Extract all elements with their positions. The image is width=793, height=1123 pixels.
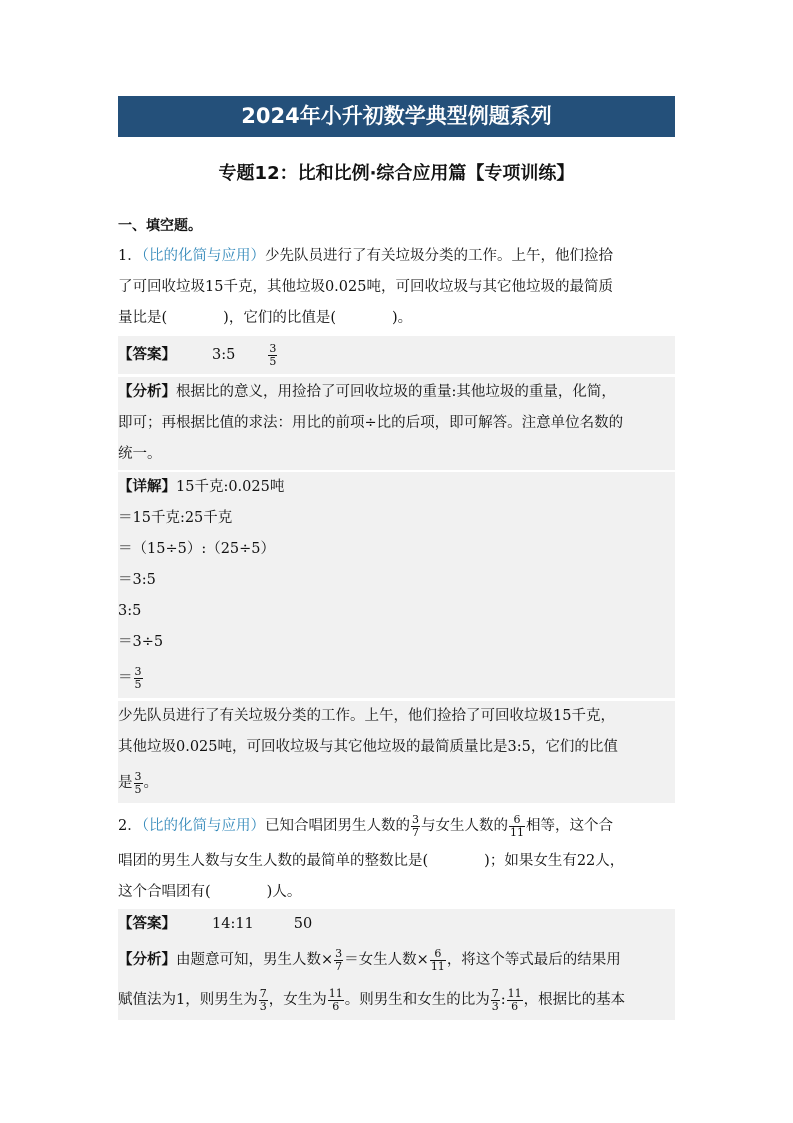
- q1-step: ＝15千克:25千克: [118, 503, 675, 534]
- q1-answer-ratio: 3:5: [212, 347, 236, 363]
- conclusion-fraction: $\frac{3}{5}$: [134, 769, 142, 796]
- q2-stem-text: 相等，这个合: [525, 818, 613, 834]
- q2-stem-text: 与女生人数的: [420, 818, 508, 834]
- q2-stem-text: )；如果女生有22人，: [484, 853, 625, 869]
- q2-answer-2: 50: [293, 916, 313, 932]
- q2-stem-text: 唱团的男生人数与女生人数的最简单的整数比是(: [118, 853, 429, 869]
- q2-analysis-line-2: [118, 980, 675, 1020]
- q1-step: ＝3:5: [118, 565, 675, 596]
- q1-conclusion-line-2: 其他垃圾0.025吨，可回收垃圾与其它他垃圾的最简质量比是3:5，它们的比值: [118, 732, 675, 763]
- q2-answer-1: 14:11: [212, 916, 254, 932]
- answer-label: 【答案】: [118, 916, 176, 932]
- section-heading: 一、填空题。: [118, 218, 202, 234]
- series-banner: 2024年小升初数学典型例题系列: [118, 96, 675, 137]
- q1-stem-line-2: 了可回收垃圾15千克，其他垃圾0.025吨，可回收垃圾与其它他垃圾的最简质: [118, 279, 613, 295]
- analysis-text: ＝女生人数×: [344, 952, 429, 968]
- q1-stem-line-3: [118, 303, 675, 334]
- q1-analysis-line-2: 即可；再根据比值的求法：用比的前项÷比的后项，即可解答。注意单位名数的: [118, 408, 675, 439]
- q2-stem-text: 这个合唱团有(: [118, 884, 211, 900]
- q1-analysis-line-1: [118, 377, 675, 408]
- q2-stem-line-3: [118, 877, 675, 908]
- analysis-fraction: $\frac{7}{3}$: [491, 986, 499, 1013]
- q1-answer-row: [118, 336, 675, 374]
- analysis-label: 【分析】: [118, 384, 176, 400]
- analysis-text: :: [500, 992, 506, 1008]
- detail-label: 【详解】: [118, 479, 176, 495]
- q2-fraction-b: $\frac{6}{11}$: [509, 812, 524, 839]
- q2-stem-text: )人。: [266, 884, 302, 900]
- q2-fraction-a: $\frac{3}{7}$: [411, 812, 419, 839]
- analysis-fraction: $\frac{11}{6}$: [507, 986, 522, 1013]
- analysis-fraction: $\frac{11}{6}$: [328, 986, 343, 1013]
- analysis-fraction: $\frac{6}{11}$: [430, 946, 445, 973]
- analysis-text: ，女生为: [268, 992, 327, 1008]
- q1-step: 3:5: [118, 596, 675, 627]
- q1-stem-text: )，它们的比值是(: [223, 310, 336, 326]
- q2-analysis-line-1: [118, 940, 675, 980]
- q1-topic-tag: （比的化简与应用）: [141, 248, 265, 264]
- topic-title: 专题12：比和比例·综合应用篇【专项训练】: [218, 163, 575, 184]
- q1-stem-text: 少先队员进行了有关垃圾分类的工作。上午，他们捡拾: [264, 248, 613, 264]
- analysis-label: 【分析】: [118, 952, 176, 968]
- q2-stem-text: 已知合唱团男生人数的: [264, 818, 410, 834]
- step-fraction: $\frac{3}{5}$: [134, 664, 142, 691]
- q2-stem-line-2: [118, 846, 675, 877]
- q1-step: ＝3÷5: [118, 627, 675, 658]
- q2-answer-row: [118, 909, 675, 940]
- analysis-text: 。则男生和女生的比为: [344, 992, 490, 1008]
- q1-detail-line: [118, 472, 675, 503]
- conclusion-text: 是: [118, 775, 133, 791]
- analysis-text: 由题意可知，男生人数×: [176, 952, 334, 968]
- answer-label: 【答案】: [118, 347, 176, 363]
- analysis-text: ，根据比的基本: [523, 992, 626, 1008]
- q2-topic-tag: （比的化简与应用）: [141, 818, 265, 834]
- q1-step: ＝（15÷5）:（25÷5）: [118, 534, 675, 565]
- q1-step-final: [118, 658, 675, 698]
- q1-analysis-line-3: 统一。: [118, 439, 675, 470]
- analysis-fraction: $\frac{3}{7}$: [335, 946, 343, 973]
- conclusion-text: 。: [143, 775, 158, 791]
- q1-conclusion-line-1: 少先队员进行了有关垃圾分类的工作。上午，他们捡拾了可回收垃圾15千克，: [118, 701, 675, 732]
- q1-number: 1．: [118, 248, 142, 264]
- analysis-text: ，将这个等式最后的结果用: [446, 952, 621, 968]
- q2-stem-line-1: [118, 806, 675, 846]
- step-text: ＝: [118, 670, 133, 686]
- analysis-text: 赋值法为1，则男生为: [118, 992, 258, 1008]
- detail-text: 15千克:0.025吨: [176, 479, 285, 495]
- analysis-fraction: $\frac{7}{3}$: [259, 986, 267, 1013]
- q1-stem-line-1: [118, 241, 675, 272]
- q1-answer-fraction: $\frac{3}{5}$: [269, 341, 277, 368]
- q1-conclusion-line-3: [118, 763, 675, 803]
- q1-stem-text: 量比是(: [118, 310, 168, 326]
- q2-number: 2．: [118, 818, 142, 834]
- analysis-text: 根据比的意义，用捡拾了可回收垃圾的重量:其他垃圾的重量，化简，: [176, 384, 616, 400]
- q1-stem-text: )。: [392, 310, 413, 326]
